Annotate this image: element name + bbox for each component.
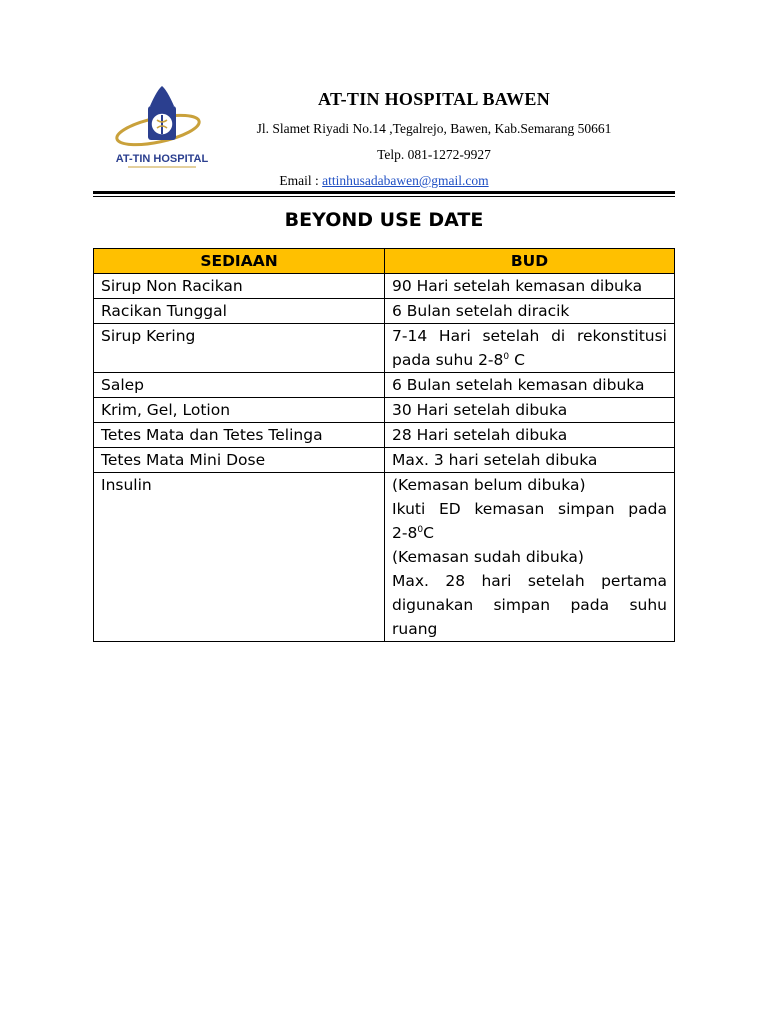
header-divider-thin — [93, 196, 675, 197]
hospital-address: Jl. Slamet Riyadi No.14 ,Tegalrejo, Bawen, Kab.Semarang 50661 — [256, 121, 612, 136]
cell-bud: 90 Hari setelah kemasan dibuka — [385, 274, 675, 299]
bud-line: 7-14 Hari setelah di rekonstitusi — [392, 327, 667, 345]
hospital-name: AT-TIN HOSPITAL BAWEN — [317, 89, 551, 109]
cell-bud — [385, 473, 675, 642]
bud-text: 2-8 — [392, 524, 418, 542]
bud-line: Max. 28 hari setelah pertama — [392, 572, 667, 590]
cell-bud: Max. 3 hari setelah dibuka — [385, 448, 675, 473]
bud-line — [392, 521, 667, 545]
table-row — [94, 274, 675, 299]
cell-bud: 6 Bulan setelah diracik — [385, 299, 675, 324]
table-row — [94, 423, 675, 448]
logo-text: AT-TIN HOSPITAL — [115, 153, 209, 165]
cell-bud — [385, 324, 675, 373]
col-header-sediaan: SEDIAAN — [94, 249, 385, 274]
bud-line: Ikuti ED kemasan simpan pada — [392, 500, 667, 518]
cell-sediaan: Sirup Kering — [94, 324, 385, 373]
cell-sediaan: Insulin — [94, 473, 385, 642]
cell-sediaan: Krim, Gel, Lotion — [94, 398, 385, 423]
cell-sediaan: Salep — [94, 373, 385, 398]
bud-line — [392, 348, 667, 372]
table-row — [94, 398, 675, 423]
cell-sediaan: Tetes Mata dan Tetes Telinga — [94, 423, 385, 448]
table-row — [94, 373, 675, 398]
bud-line: (Kemasan sudah dibuka) — [392, 548, 584, 566]
hospital-phone: Telp. 081-1272-9927 — [377, 147, 491, 162]
table-row — [94, 324, 675, 373]
table-row — [94, 448, 675, 473]
col-header-bud: BUD — [385, 249, 675, 274]
degree-mark: 0 — [417, 524, 424, 535]
cell-bud: 6 Bulan setelah kemasan dibuka — [385, 373, 675, 398]
bud-line: ruang — [392, 620, 438, 638]
cell-sediaan: Sirup Non Racikan — [94, 274, 385, 299]
bud-text: pada suhu 2-8 — [392, 351, 504, 369]
degree-mark: 0 — [503, 351, 510, 362]
table-row — [94, 473, 675, 642]
table-header-row — [94, 249, 675, 274]
table-row — [94, 299, 675, 324]
cell-bud: 30 Hari setelah dibuka — [385, 398, 675, 423]
hospital-email — [160, 173, 608, 189]
bud-line: (Kemasan belum dibuka) — [392, 476, 586, 494]
bud-line: digunakan simpan pada suhu — [392, 596, 667, 614]
email-link[interactable]: attinhusadabawen@gmail.com — [322, 173, 489, 188]
bud-text: C — [509, 351, 525, 369]
bud-table — [93, 248, 675, 642]
header-divider — [93, 191, 675, 194]
bud-text: C — [423, 524, 434, 542]
page-title: BEYOND USE DATE — [284, 209, 484, 231]
email-label: Email : — [279, 173, 323, 188]
cell-sediaan: Tetes Mata Mini Dose — [94, 448, 385, 473]
hospital-logo — [110, 84, 214, 178]
cell-sediaan: Racikan Tunggal — [94, 299, 385, 324]
cell-bud: 28 Hari setelah dibuka — [385, 423, 675, 448]
